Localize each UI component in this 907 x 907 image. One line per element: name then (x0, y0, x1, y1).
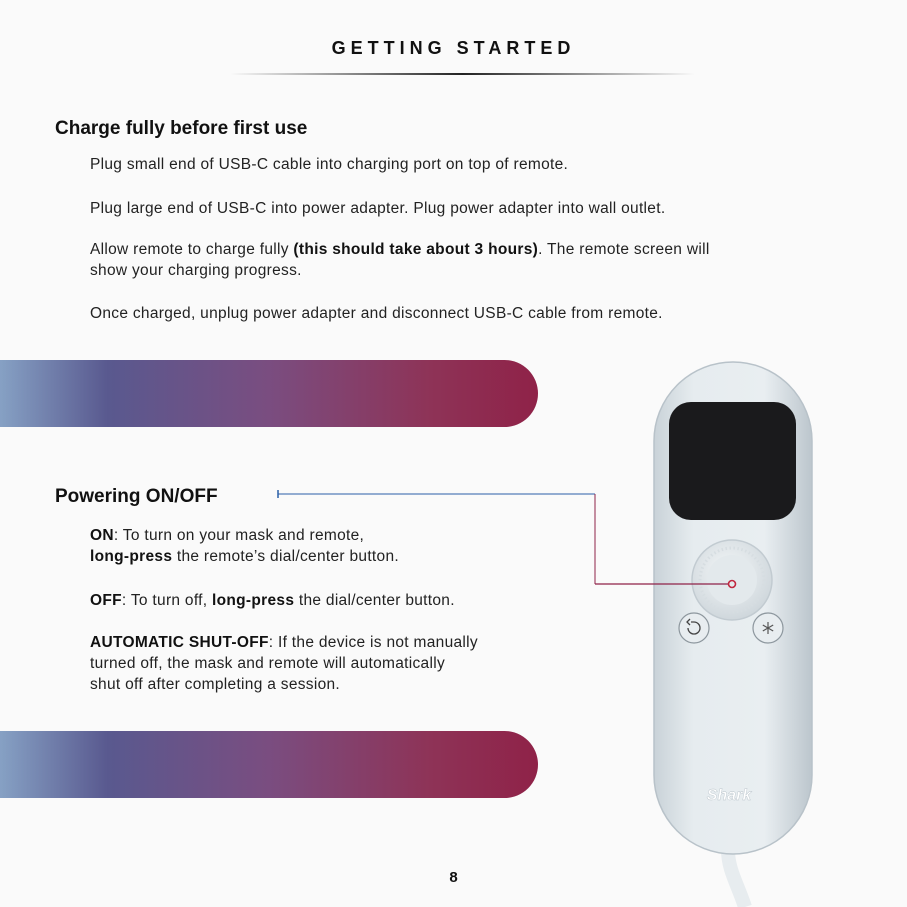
auto-shutoff-text: : If the device is not manually (268, 634, 478, 651)
on-text: : To turn on your mask and remote, (113, 527, 365, 544)
charge-step-3-text: Allow remote to charge fully (90, 241, 294, 258)
charge-step-2: Plug large end of USB-C into power adapter. Plug power adapter into wall outlet. (90, 200, 666, 217)
auto-shutoff-text-line3: shut off after completing a session. (90, 676, 341, 693)
on-long-press: long-press (90, 548, 173, 565)
page-number: 8 (449, 869, 458, 886)
back-button (679, 613, 709, 643)
page-section-title: GETTING STARTED (331, 38, 576, 58)
off-long-press: long-press (212, 592, 295, 609)
off-text-after: the dial/center button. (294, 592, 455, 609)
off-label: OFF (90, 592, 122, 609)
auto-shutoff-label: AUTOMATIC SHUT-OFF (90, 634, 269, 651)
charge-step-3-text-cont: . The remote screen will (538, 241, 710, 258)
brand-logo: Shark (706, 787, 752, 804)
charge-step-4: Once charged, unplug power adapter and disconnect USB-C cable from remote. (90, 305, 663, 322)
auto-shutoff-text-line2: turned off, the mask and remote will automatically (90, 655, 446, 672)
on-label: ON (90, 527, 114, 544)
off-text: : To turn off, (121, 592, 212, 609)
charge-heading: Charge fully before first use (55, 118, 308, 139)
on-text-line2: the remote’s dial/center button. (172, 548, 399, 565)
charge-step-3-line2: show your charging progress. (90, 262, 302, 279)
charge-duration-note: (this should take about 3 hours) (293, 241, 539, 258)
power-heading: Powering ON/OFF (55, 486, 218, 507)
remote-screen (669, 402, 796, 520)
charge-step-1: Plug small end of USB-C cable into charging port on top of remote. (90, 156, 569, 173)
